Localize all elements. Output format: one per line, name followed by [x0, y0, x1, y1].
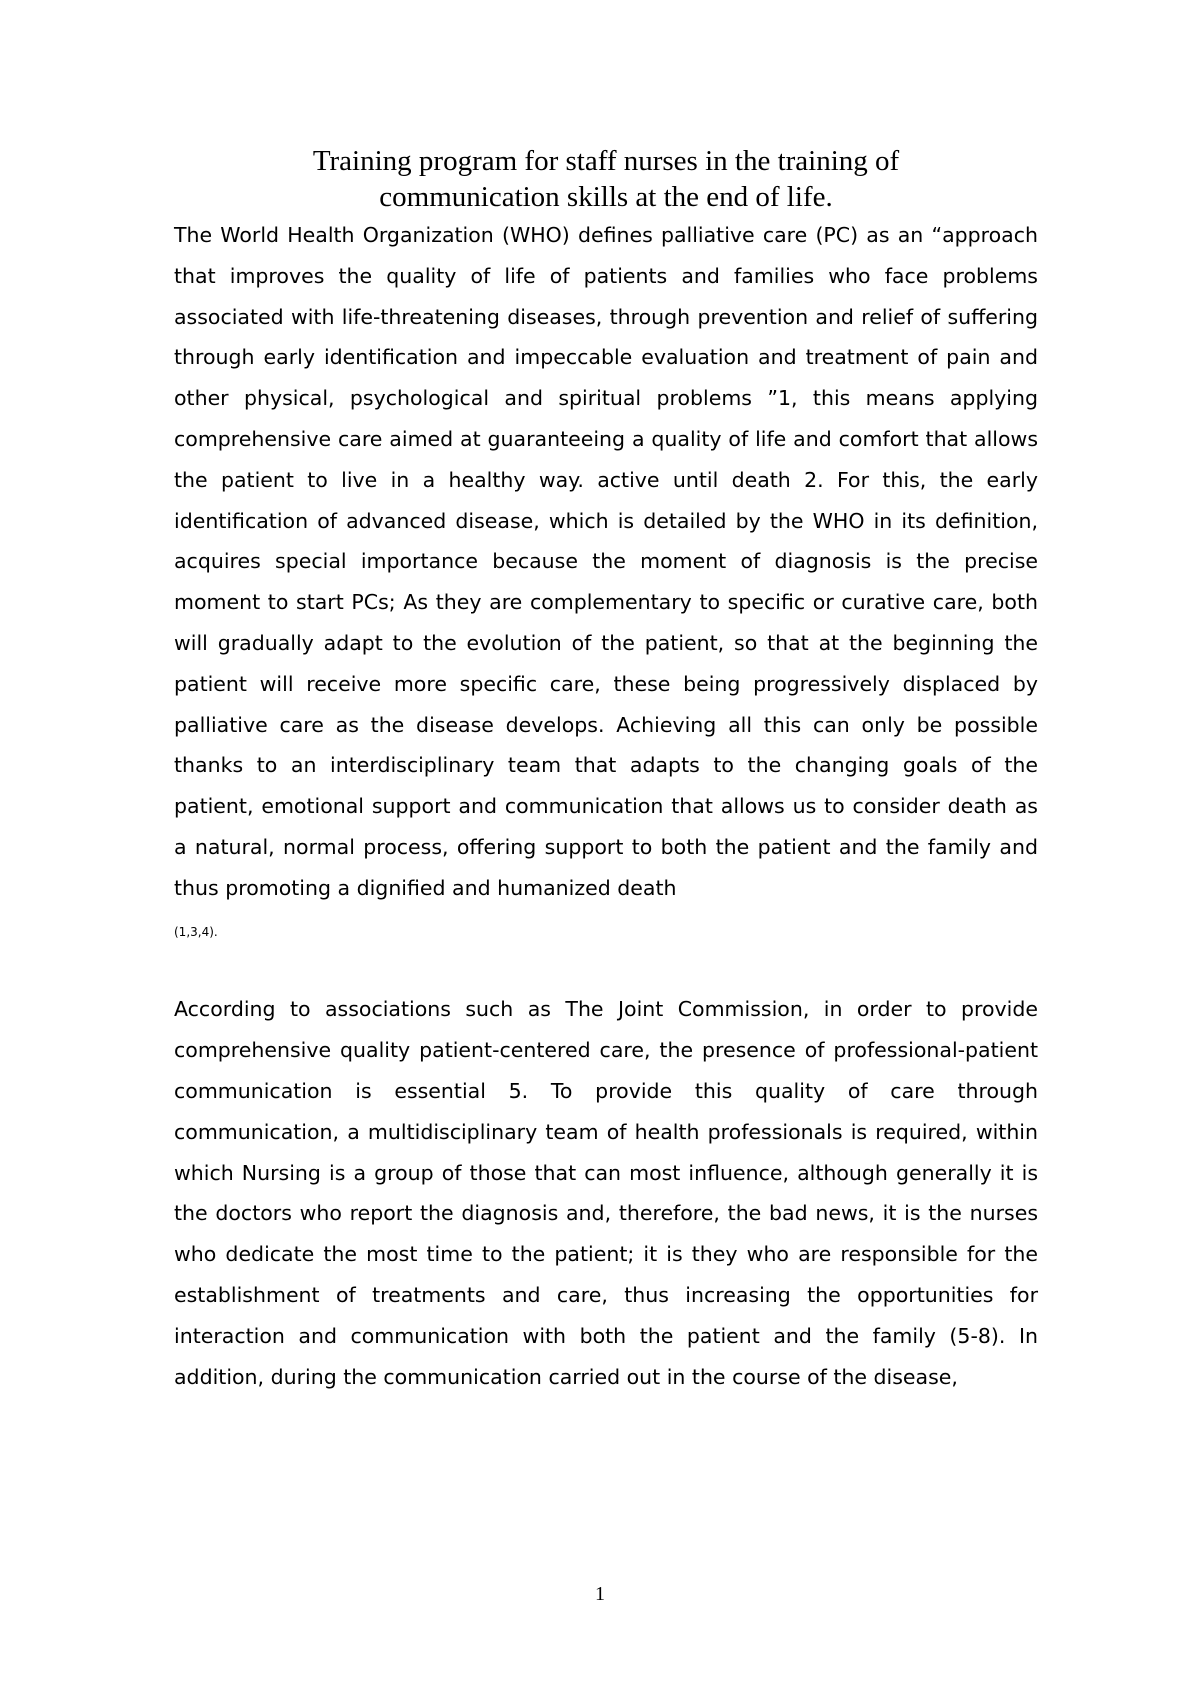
document-body	[174, 215, 1038, 1397]
citation-text: (1,3,4).	[174, 924, 218, 939]
paragraph-1	[174, 215, 1038, 909]
paragraph-2-text: According to associations such as The Joint Commission, in order to provide comprehensive quality patient-centered care, the presence of professional-patient communication is essential 5. To provide this quality of care through communication, a multidisciplinary team of health professionals is required, within which Nursing is a group of those that can most influence, although generally it is the doctors who report the diagnosis and, therefore, the bad news, it is the nurses who dedicate the most time to the patient; it is they who are responsible for the establishment of treatments and care, thus increasing the opportunities for interaction and communication with both the patient and the family (5-8). In addition, during the communication carried out in the course of the disease,	[174, 997, 1038, 1389]
paragraph-1-citation-line	[174, 909, 1038, 950]
title-line-2: communication skills at the end of life.	[379, 181, 833, 213]
document-title	[174, 143, 1038, 215]
paragraph-1-text: The World Health Organization (WHO) defines palliative care (PC) as an “approach that improves the quality of life of patients and families who face problems associated with life-threatening diseases, through prevention and relief of suffering through early identification and impeccable evaluation and treatment of pain and other physical, psychological and spiritual problems ”1, this means applying comprehensive care aimed at guaranteeing a quality of life and comfort that allows the patient to live in a healthy way. active until death 2. For this, the early identification of advanced disease, which is detailed by the WHO in its definition, acquires special importance because the moment of diagnosis is the precise moment to start PCs; As they are complementary to specific or curative care, both will gradually adapt to the evolution of the patient, so that at the beginning the patient will receive more specific care, these being progressively displaced by palliative care as the disease develops. Achieving all this can only be possible thanks to an interdisciplinary team that adapts to the changing goals of the patient, emotional support and communication that allows us to consider death as a natural, normal process, offering support to both the patient and the family and thus promoting a dignified and humanized death	[174, 223, 1038, 900]
title-line-1: Training program for staff nurses in the training of	[312, 145, 900, 177]
paragraph-spacer	[174, 949, 1038, 989]
paragraph-2	[174, 989, 1038, 1397]
page-number: 1	[595, 1583, 605, 1605]
